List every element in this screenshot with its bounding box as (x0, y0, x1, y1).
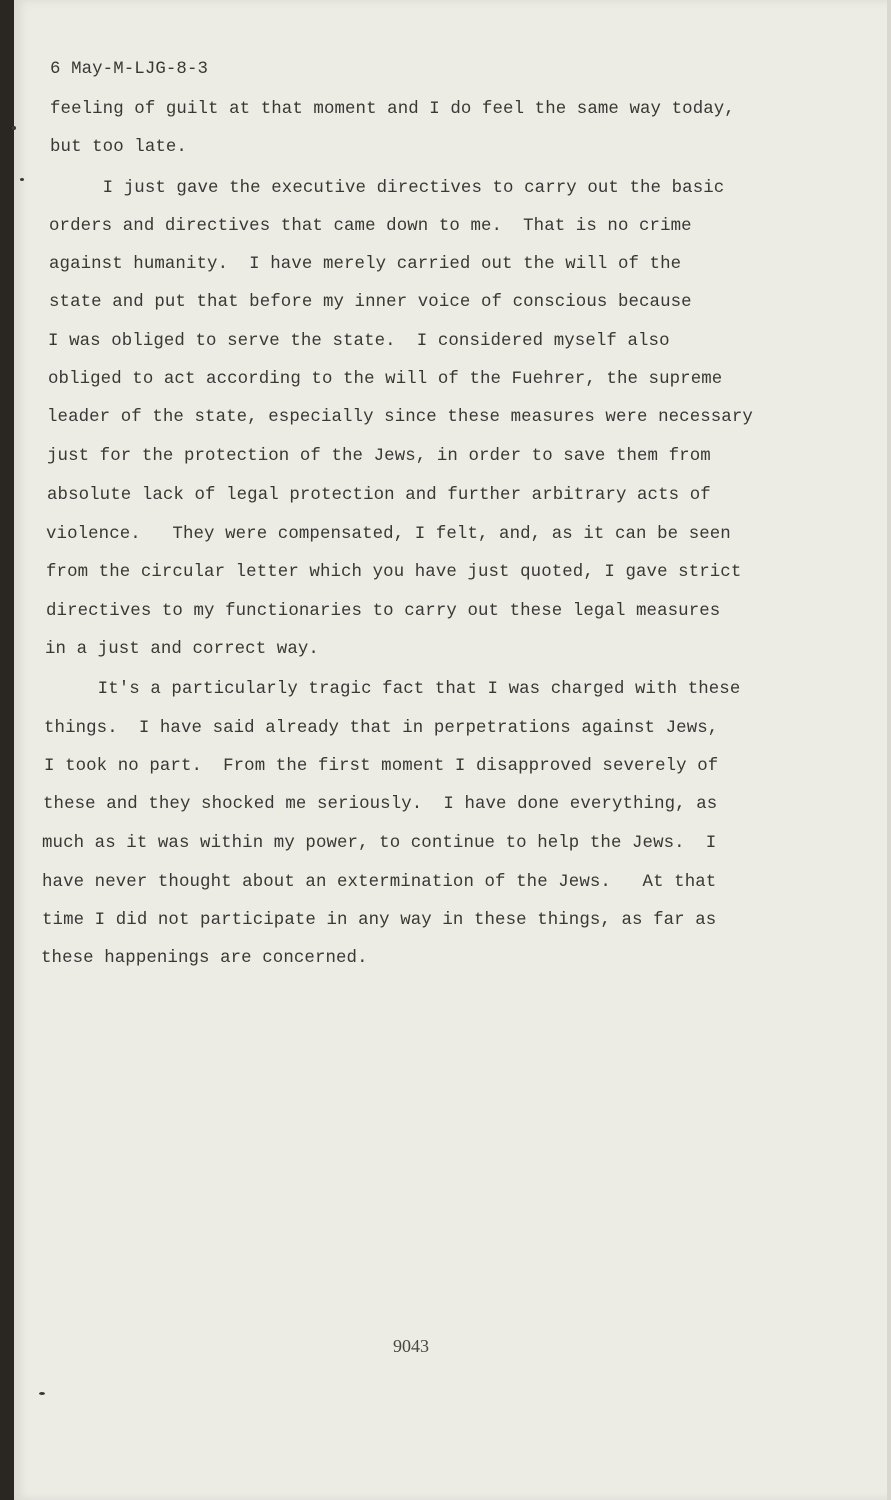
page-code: 6 May-M-LJG-8-3 (50, 60, 209, 79)
text-line: have never thought about an extermination of the Jews. At that (42, 873, 717, 892)
text-line: things. I have said already that in perpetrations against Jews, (44, 719, 719, 738)
text-line: obliged to act according to the will of the Fuehrer, the supreme (48, 370, 723, 389)
text-line: directives to my functionaries to carry out these legal measures (46, 602, 721, 621)
text-line: I just gave the executive directives to carry out the basic (50, 179, 725, 198)
text-line: state and put that before my inner voice of conscious because (49, 293, 692, 312)
margin-mark (12, 126, 16, 130)
text-line: I was obliged to serve the state. I considered myself also (48, 332, 670, 351)
text-line: in a just and correct way. (45, 640, 319, 659)
text-line: absolute lack of legal protection and further arbitrary acts of (47, 486, 711, 505)
text-line: much as it was within my power, to continue to help the Jews. I (42, 834, 717, 853)
text-line: these happenings are concerned. (41, 949, 368, 968)
page-number: 9043 (393, 1336, 429, 1356)
text-line: feeling of guilt at that moment and I do feel the same way today, (50, 100, 735, 119)
text-line: violence. They were compensated, I felt, and, as it can be seen (46, 525, 731, 544)
text-line: against humanity. I have merely carried out the will of the (49, 255, 682, 274)
text-line: just for the protection of the Jews, in order to save them from (47, 447, 711, 466)
text-line: orders and directives that came down to me. That is no crime (49, 217, 692, 236)
paper-edge (887, 0, 891, 1500)
text-line: these and they shocked me seriously. I have done everything, as (43, 795, 718, 814)
margin-mark (39, 1392, 45, 1395)
text-line: I took no part. From the first moment I disapproved severely of (44, 757, 719, 776)
text-line: from the circular letter which you have just quoted, I gave strict (46, 563, 742, 582)
text-line: but too late. (50, 138, 187, 157)
text-line: It's a particularly tragic fact that I was charged with these (45, 680, 741, 699)
text-line: time I did not participate in any way in these things, as far as (42, 911, 717, 930)
margin-mark (20, 178, 24, 181)
text-line: leader of the state, especially since these measures were necessary (47, 408, 753, 427)
